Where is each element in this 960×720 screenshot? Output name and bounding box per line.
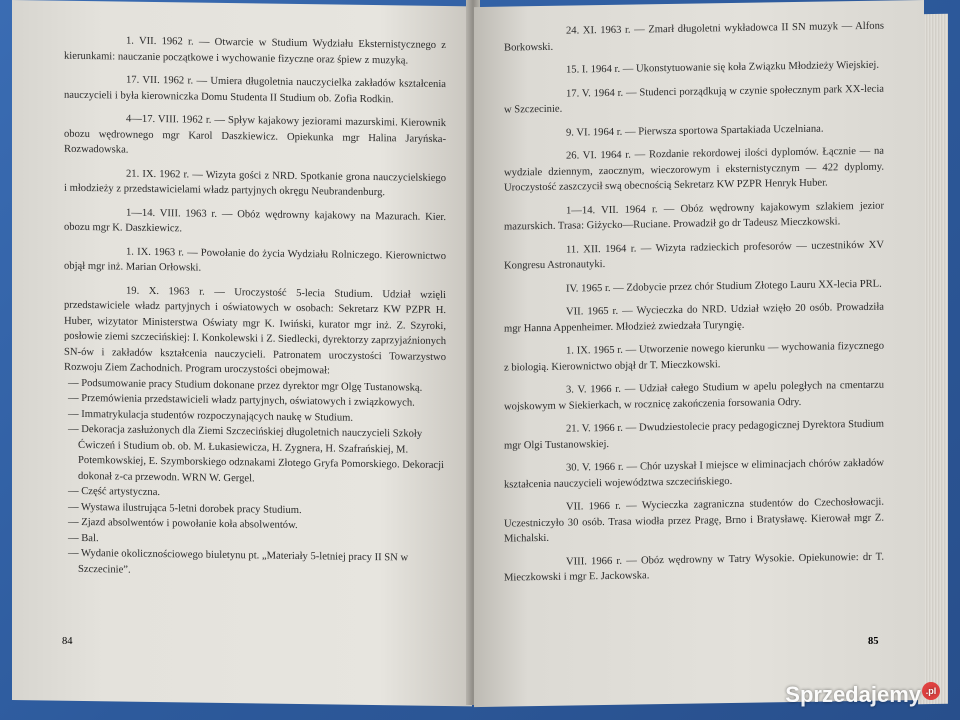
program-item: — Immatrykulacja studentów rozpoczynających naukę w Studium. (68, 408, 354, 424)
entry: VII. 1966 r. — Wycieczka zagraniczna studentów do Czechosłowacji. Uczestniczyło 30 osób. Trasa wiodła przez Pragę, Brno i Bratysławę. Kierował mgr Z. Michalski. (504, 496, 884, 545)
program-list (64, 375, 446, 582)
entry: 30. V. 1966 r. — Chór uzyskał I miejsce w eliminacjach chórów zakładów kształcenia nauczycieli województwa szczecińskiego. (504, 457, 884, 491)
watermark-logo (785, 682, 940, 708)
entry: 9. VI. 1964 r. — Pierwsza sportowa Spartakiada Uczelniana. (566, 123, 824, 139)
page-number-right: 85 (868, 636, 879, 647)
entry: 21. IX. 1962 r. — Wizyta gości z NRD. Spotkanie grona nauczycielskiego i młodzieży z przedstawicielami władz partyjnych okręgu Neubrandenburg. (64, 168, 446, 199)
watermark-text: Sprzedajemy (785, 682, 921, 707)
page-number-left: 84 (62, 636, 73, 647)
program-item: — Dekoracja zasłużonych dla Ziemi Szczecińskiej długoletnich nauczycieli Szkoły Ćwiczeń i Studium ob. ob. M. Łukasiewicza, H. Zygnera, H. Szafrańskiej, M. Potemkowskiej, E. Szymborskiego odznakami Złotego Gryfa Pomorskiego. Dekoracji dokonał z-ca przewodn. WRN W. Gergel. (68, 423, 445, 484)
right-page (474, 0, 924, 707)
entry: 4—17. VIII. 1962 r. — Spływ kajakowy jeziorami mazurskimi. Kierownik obozu wędrownego mgr Karol Daszkiewicz. Opiekunka mgr Halina Jaryńska-Rozwadowska. (64, 113, 446, 156)
entry: VII. 1965 r. — Wycieczka do NRD. Udział wzięło 20 osób. Prowadziła mgr Hanna Appenheimer. Młodzież zwiedzała Turyngię. (504, 301, 884, 335)
entry: 17. VII. 1962 r. — Umiera długoletnia nauczycielka zakładów kształcenia nauczycieli i była kierowniczka Domu Studenta II Studium ob. Zofia Rodkin. (64, 74, 446, 105)
entry: VIII. 1966 r. — Obóz wędrowny w Tatry Wysokie. Opiekunowie: dr T. Mieczkowski i mgr E. Jackowska. (504, 551, 884, 584)
program-item: — Wystawa ilustrująca 5-letni dorobek pracy Studium. (68, 501, 302, 516)
left-entries (64, 33, 446, 381)
entry: 1—14. VII. 1964 r. — Obóz wędrowny kajakowym szlakiem jezior mazurskich. Trasa: Giżycko—Ruciane. Prowadził go dr Tadeusz Mieczkowski. (504, 200, 884, 233)
entry: 11. XII. 1964 r. — Wizyta radzieckich profesorów — uczestników XV Kongresu Astronautyki. (504, 239, 884, 272)
entry: 15. I. 1964 r. — Ukonstytuowanie się koła Związku Młodzieży Wiejskiej. (566, 59, 880, 76)
entry: 24. XI. 1963 r. — Zmarł długoletni wykładowca II SN muzyk — Alfons Borkowski. (504, 20, 884, 54)
program-item: — Zjazd absolwentów i powołanie koła absolwentów. (68, 516, 298, 531)
watermark-tld: .pl (922, 682, 940, 700)
program-item: — Przemówienia przedstawicieli władz partyjnych, oświatowych i związkowych. (68, 392, 415, 409)
program-item: — Bal. (68, 532, 99, 544)
entry: 1—14. VIII. 1963 r. — Obóz wędrowny kajakowy na Mazurach. Kier. obozu mgr K. Daszkiewicz. (64, 207, 446, 235)
program-item: — Część artystyczna. (68, 485, 161, 499)
entry: 1. VII. 1962 r. — Otwarcie w Studium Wydziału Eksternistycznego z kierunkami: nauczanie początkowe i wychowanie fizyczne oraz śpiew z muzyką. (64, 35, 446, 67)
entry: 17. V. 1964 r. — Studenci porządkują w czynie społecznym park XX-lecia w Szczecinie. (504, 83, 884, 116)
entry: 1. IX. 1965 r. — Utworzenie nowego kierunku — wychowania fizycznego z biologią. Kierownictwo objął dr T. Mieczkowski. (504, 340, 884, 374)
entry: 21. V. 1966 r. — Dwudziestolecie pracy pedagogicznej Dyrektora Studium mgr Olgi Tustanowskiej. (504, 418, 884, 452)
program-item: — Wydanie okolicznościowego biuletynu pt. „Materiały 5-letniej pracy II SN w Szczecinie”. (68, 547, 409, 576)
entry: IV. 1965 r. — Zdobycie przez chór Studium Złotego Lauru XX-lecia PRL. (566, 278, 882, 295)
entry: 1. IX. 1963 r. — Powołanie do życia Wydziału Rolniczego. Kierownictwo objął mgr inż. Marian Orłowski. (64, 246, 446, 274)
entry: 19. X. 1963 r. — Uroczystość 5-lecia Studium. Udział wzięli przedstawiciele władz partyjnych i oświatowych w osobach: Sekretarz KW PZPR H. Huber, wizytator Ministerstwa Oświaty mgr K. Iwiński, kurator mgr inż. Z. Szyroki, posłowie ziemi szczecińskiej: I. Konkolewski i Z. Siedlecki, dyrektorzy zaprzyjaźnionych SN-ów i zakładów kształcenia nauczycieli. Patronatem uroczystości Towarzystwo Rozwoju Ziem Zachodnich. Program uroczystości obejmował: (64, 285, 446, 377)
entry: 3. V. 1966 r. — Udział całego Studium w apelu poległych na cmentarzu wojskowym w Siekierkach, w rocznicę zakończenia forsowania Odry. (504, 379, 884, 413)
left-page (12, 0, 472, 706)
program-item: — Podsumowanie pracy Studium dokonane przez dyrektor mgr Olgę Tustanowską. (68, 377, 423, 394)
entry: 26. VI. 1964 r. — Rozdanie rekordowej ilości dyplomów. Łącznie — na wydziale dziennym, zaocznym, wieczorowym i eksternistycznym — 422 dyplomy. Uroczystość zaszczycił swą obecnością Sekretarz KW PZPR Henryk Huber. (504, 145, 884, 194)
